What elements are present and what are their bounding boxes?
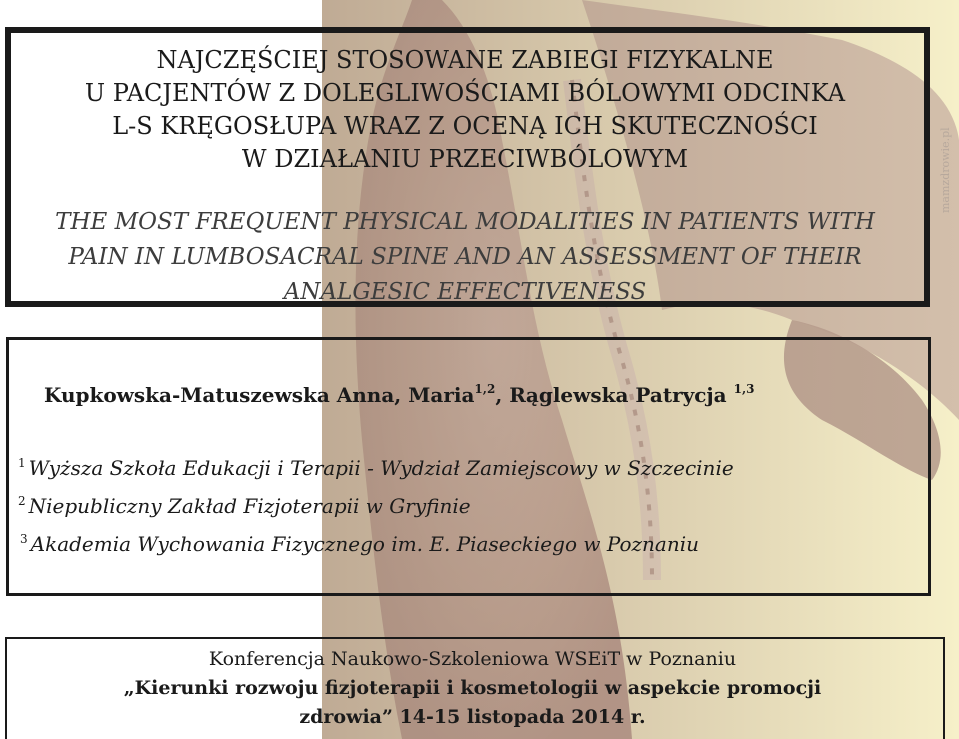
- polish-title-line: L-S KRĘGOSŁUPA WRAZ Z OCENĄ ICH SKUTECZNOŚCI: [112, 112, 818, 140]
- author-affiliation-marker: 1,3: [733, 382, 755, 396]
- affiliation-item: [18, 494, 918, 518]
- affiliation-number: 3: [20, 532, 28, 546]
- polish-title-line: W DZIAŁANIU PRZECIWBÓLOWYM: [241, 145, 689, 173]
- affiliation-item: [20, 532, 920, 556]
- author-name: Kupkowska-Matuszewska Anna, Maria: [44, 383, 475, 407]
- watermark-text: mamzdrowie.pl: [939, 127, 952, 213]
- conference-date: zdrowia” 14-15 listopada 2014 r.: [299, 706, 646, 728]
- author-separator: ,: [495, 383, 510, 407]
- affiliation-text: Akademia Wychowania Fizycznego im. E. Piaseckiego w Poznaniu: [30, 532, 699, 556]
- affiliation-item: [18, 456, 918, 480]
- english-title-line: ANALGESIC EFFECTIVENESS: [283, 279, 647, 305]
- english-title-line: THE MOST FREQUENT PHYSICAL MODALITIES IN PATIENTS WITH: [55, 209, 875, 235]
- conference-theme: „Kierunki rozwoju fizjoterapii i kosmetologii w aspekcie promocji: [123, 677, 822, 699]
- author-affiliation-marker: 1,2: [474, 382, 496, 396]
- affiliation-number: 1: [18, 456, 26, 470]
- affiliation-text: Niepubliczny Zakład Fizjoterapii w Gryfinie: [28, 494, 471, 518]
- polish-title: [20, 44, 910, 176]
- english-title-line: PAIN IN LUMBOSACRAL SPINE AND AN ASSESSMENT OF THEIR: [68, 244, 862, 270]
- conference-name: Konferencja Naukowo-Szkoleniowa WSEiT w Poznaniu: [208, 648, 737, 670]
- polish-title-line: U PACJENTÓW Z DOLEGLIWOŚCIAMI BÓLOWYMI ODCINKA: [84, 79, 846, 107]
- affiliation-text: Wyższa Szkoła Edukacji i Terapii - Wydział Zamiejscowy w Szczecinie: [28, 456, 734, 480]
- author-name: Rąglewska Patrycja: [509, 383, 734, 407]
- english-title: [20, 205, 910, 310]
- polish-title-line: NAJCZĘŚCIEJ STOSOWANE ZABIEGI FIZYKALNE: [156, 46, 774, 74]
- affiliation-number: 2: [18, 494, 26, 508]
- authors-line: [44, 382, 914, 407]
